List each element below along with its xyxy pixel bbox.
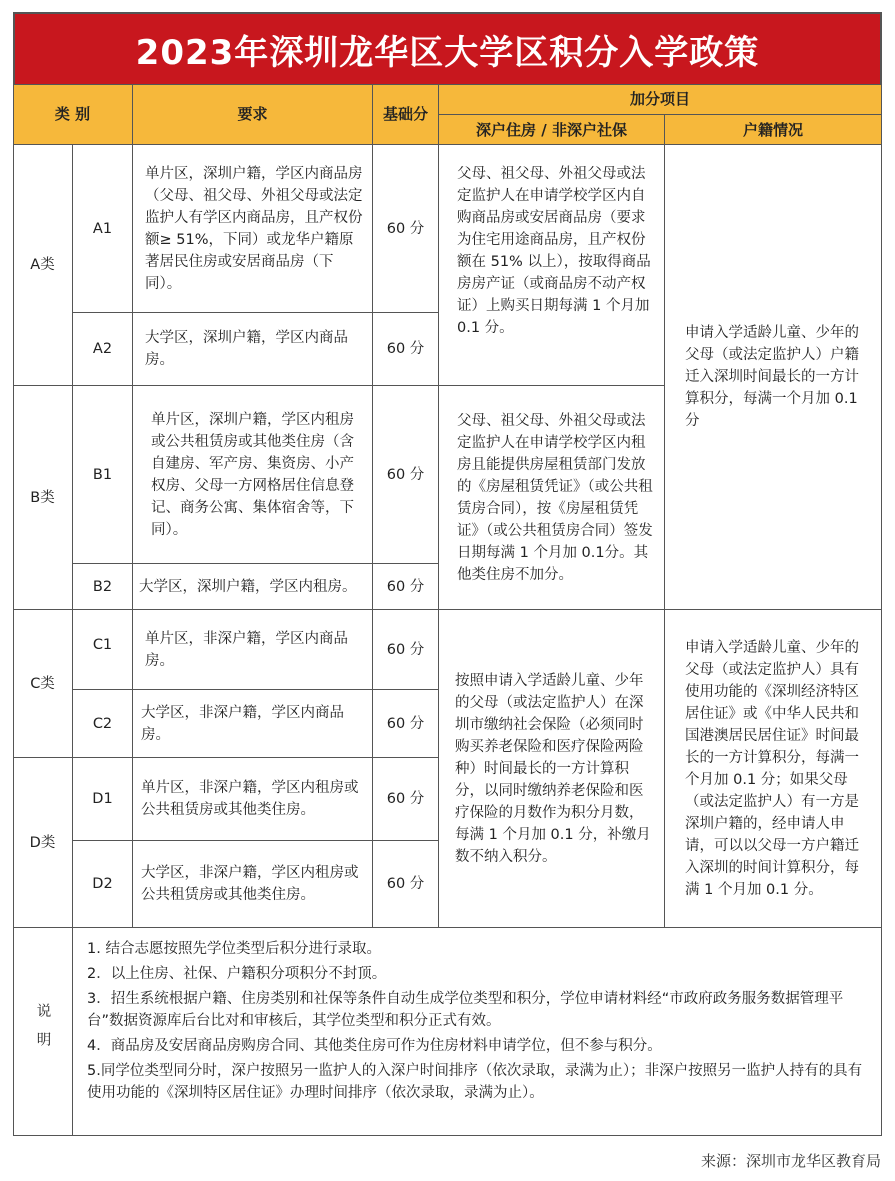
row-requirement-c1: 单片区，非深户籍，学区内商品房。 bbox=[133, 610, 373, 690]
row-score-a2: 60 分 bbox=[373, 313, 439, 386]
note-item: 1. 结合志愿按照先学位类型后积分进行录取。 bbox=[87, 941, 381, 957]
row-score-c2: 60 分 bbox=[373, 690, 439, 758]
bonus-housing-a: 父母、祖父母、外祖父母或法定监护人在申请学校学区内自购商品房或安居商品房（要求为住宅用途商品房，且产权份额在 51% 以上），按取得商品房房产证（或商品房不动产权证）上购买日期每满 1 个月加 0.1 分。 bbox=[439, 145, 665, 386]
row-requirement-a1: 单片区，深圳户籍，学区内商品房（父母、祖父母、外祖父母或法定监护人有学区内商品房，且产权份额≥ 51%，下同）或龙华户籍原著居民住房或安居商品房（下同）。 bbox=[133, 145, 373, 313]
row-score-b2: 60 分 bbox=[373, 564, 439, 610]
header-requirement: 要求 bbox=[133, 84, 373, 145]
row-code-c2: C2 bbox=[73, 690, 133, 758]
row-score-b1: 60 分 bbox=[373, 386, 439, 564]
row-score-d1: 60 分 bbox=[373, 758, 439, 841]
group-label-a: A类 bbox=[13, 145, 73, 386]
header-hukou: 户籍情况 bbox=[665, 115, 882, 145]
bonus-social-cd: 按照申请入学适龄儿童、少年的父母（或法定监护人）在深圳市缴纳社会保险（必须同时购买养老保险和医疗保险两险种）时间最长的一方计算积分，以同时缴纳养老保险和医疗保险的月数作为积分月数，每满 1 个月加 0.1 分，补缴月数不纳入积分。 bbox=[439, 610, 665, 928]
row-code-a1: A1 bbox=[73, 145, 133, 313]
note-item: 5.同学位类型同分时，深户按照另一监护人的入深户时间排序（依次录取，录满为止）；非深户按照另一监护人持有的具有使用功能的《深圳特区居住证》办理时间排序（依次录取，录满为止）。 bbox=[87, 1063, 863, 1101]
notes-label: 说明 bbox=[13, 928, 73, 1136]
row-requirement-d2: 大学区，非深户籍，学区内租房或公共租赁房或其他类住房。 bbox=[133, 841, 373, 928]
bonus-hukou-cd: 申请入学适龄儿童、少年的父母（或法定监护人）具有使用功能的《深圳经济特区居住证》或《中华人民共和国港澳居民居住证》时间最长的一方计算积分，每满一个月加 0.1 分；如果父母（或法定监护人）有一方是深圳户籍的，经申请人申请，可以以父母一方户籍迁入深圳的时间计算积分，每满 1 个月加 0.1 分。 bbox=[665, 610, 882, 928]
row-score-c1: 60 分 bbox=[373, 610, 439, 690]
header-bonus-items: 加分项目 bbox=[439, 84, 882, 115]
row-requirement-d1: 单片区，非深户籍，学区内租房或公共租赁房或其他类住房。 bbox=[133, 758, 373, 841]
group-label-c: C类 bbox=[13, 610, 73, 758]
row-score-a1: 60 分 bbox=[373, 145, 439, 313]
row-code-c1: C1 bbox=[73, 610, 133, 690]
group-label-d: D类 bbox=[13, 758, 73, 928]
row-requirement-b2: 大学区，深圳户籍，学区内租房。 bbox=[133, 564, 373, 610]
row-code-b2: B2 bbox=[73, 564, 133, 610]
bonus-housing-b: 父母、祖父母、外祖父母或法定监护人在申请学校学区内租房且能提供房屋租赁部门发放的《房屋租赁凭证》（或公共租赁房合同），按《房屋租赁凭证》（或公共租赁房合同）签发日期每满 1 个月加 0.1分。其他类住房不加分。 bbox=[439, 386, 665, 610]
row-requirement-c2: 大学区，非深户籍，学区内商品房。 bbox=[133, 690, 373, 758]
row-requirement-a2: 大学区，深圳户籍，学区内商品房。 bbox=[133, 313, 373, 386]
source-credit: 来源：深圳市龙华区教育局 bbox=[700, 1152, 881, 1170]
header-category: 类 别 bbox=[13, 84, 133, 145]
row-code-d1: D1 bbox=[73, 758, 133, 841]
row-code-b1: B1 bbox=[73, 386, 133, 564]
note-item: 2．以上住房、社保、户籍积分项积分不封顶。 bbox=[87, 966, 387, 982]
page-title: 2023年深圳龙华区大学区积分入学政策 bbox=[13, 12, 882, 84]
group-label-b: B类 bbox=[13, 386, 73, 610]
row-requirement-b1: 单片区，深圳户籍，学区内租房或公共租赁房或其他类住房（含自建房、军产房、集资房、小产权房、父母一方网格居住信息登记、商务公寓、集体宿舍等，下同）。 bbox=[133, 386, 373, 564]
row-code-d2: D2 bbox=[73, 841, 133, 928]
note-item: 4．商品房及安居商品房购房合同、其他类住房可作为住房材料申请学位，但不参与积分。 bbox=[87, 1038, 662, 1054]
row-score-d2: 60 分 bbox=[373, 841, 439, 928]
row-code-a2: A2 bbox=[73, 313, 133, 386]
header-housing-social: 深户住房 / 非深户社保 bbox=[439, 115, 665, 145]
header-base-score: 基础分 bbox=[373, 84, 439, 145]
notes-body bbox=[73, 928, 882, 1136]
note-item: 3．招生系统根据户籍、住房类别和社保等条件自动生成学位类型和积分，学位申请材料经“市政府政务服务数据管理平台”数据资源库后台比对和审核后，其学位类型和积分正式有效。 bbox=[87, 991, 844, 1029]
bonus-hukou-ab: 申请入学适龄儿童、少年的父母（或法定监护人）户籍迁入深圳时间最长的一方计算积分，每满一个月加 0.1 分 bbox=[665, 145, 882, 610]
